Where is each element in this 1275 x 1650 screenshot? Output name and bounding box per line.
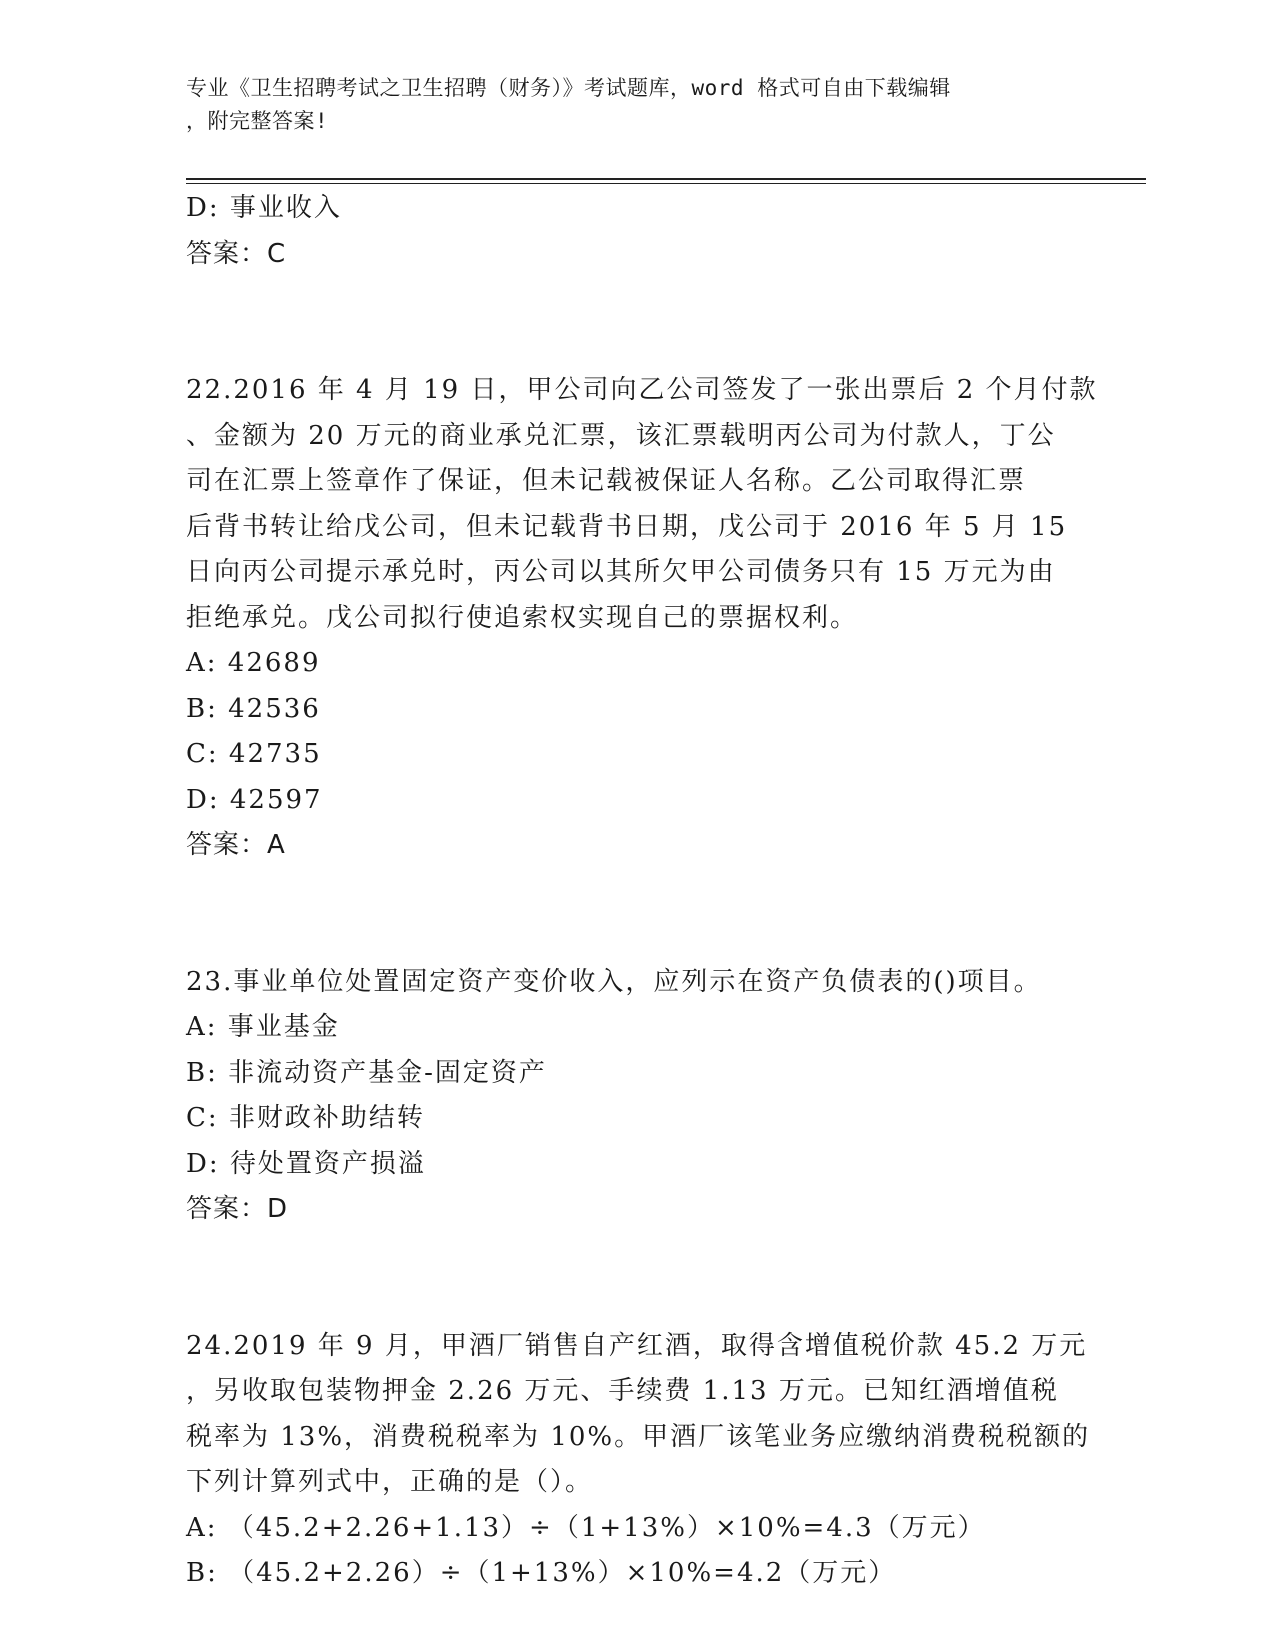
q24-stem-line: ，另收取包装物押金 2.26 万元、手续费 1.13 万元。已知红酒增值税 [186, 1376, 1059, 1406]
spacer [186, 277, 1086, 368]
header-rule-thin [186, 183, 1146, 184]
q23-option-a: A: 事业基金 [186, 1012, 340, 1042]
q24-stem-line: 税率为 13%，消费税税率为 10%。甲酒厂该笔业务应缴纳消费税税额的 [186, 1421, 1091, 1452]
q22-option-c: C: 42735 [186, 739, 322, 769]
q23-option-b: B: 非流动资产基金-固定资产 [186, 1057, 547, 1088]
q23-option-c: C: 非财政补助结转 [186, 1103, 425, 1133]
q24-option-b: B: （45.2+2.26）÷（1+13%）×10%=4.2（万元） [186, 1558, 897, 1588]
q22-stem-line: 后背书转让给戊公司，但未记载背书日期，戊公司于 2016 年 5 月 15 [186, 511, 1068, 542]
q22-answer: 答案：A [186, 830, 286, 860]
q22-stem-line: 司在汇票上签章作了保证，但未记载被保证人名称。乙公司取得汇票 [186, 466, 1027, 496]
q24-stem-line: 下列计算列式中，正确的是（）。 [186, 1467, 594, 1497]
q21-answer: 答案：C [186, 238, 287, 269]
header-rule-thick [186, 178, 1146, 180]
q23-stem: 23.事业单位处置固定资产变价收入，应列示在资产负债表的()项目。 [186, 966, 1042, 997]
header-line-1: 专业《卫生招聘考试之卫生招聘（财务）》考试题库，word 格式可自由下载编辑 [186, 76, 951, 100]
q22-stem-line: 拒绝承兑。戊公司拟行使追索权实现自己的票据权利。 [186, 602, 859, 633]
page-header [186, 72, 1066, 138]
q21-option-d: D: 事业收入 [186, 193, 342, 223]
question-content [186, 186, 1098, 1597]
q22-option-d: D: 42597 [186, 784, 323, 815]
q22-option-b: B: 42536 [186, 693, 321, 724]
spacer [186, 1233, 1086, 1324]
q23-answer: 答案：D [186, 1194, 289, 1224]
q23-option-d: D: 待处置资产损溢 [186, 1148, 426, 1179]
q22-stem [186, 368, 1098, 641]
q24-option-a: A: （45.2+2.26+1.13）÷（1+13%）×10%=4.3（万元） [186, 1512, 986, 1543]
q22-stem-line: 日向丙公司提示承兑时，丙公司以其所欠甲公司债务只有 15 万元为由 [186, 557, 1056, 587]
q22-stem-line: 22.2016 年 4 月 19 日，甲公司向乙公司签发了一张出票后 2 个月付款 [186, 375, 1098, 405]
header-line-2: ，附完整答案! [186, 109, 329, 133]
q22-stem-line: 、金额为 20 万元的商业承兑汇票，该汇票载明丙公司为付款人，丁公 [186, 420, 1056, 451]
q24-stem [186, 1324, 1091, 1506]
q22-option-a: A: 42689 [186, 648, 321, 678]
q24-stem-line: 24.2019 年 9 月，甲酒厂销售自产红酒，取得含增值税价款 45.2 万元 [186, 1330, 1088, 1361]
spacer [186, 869, 1086, 960]
